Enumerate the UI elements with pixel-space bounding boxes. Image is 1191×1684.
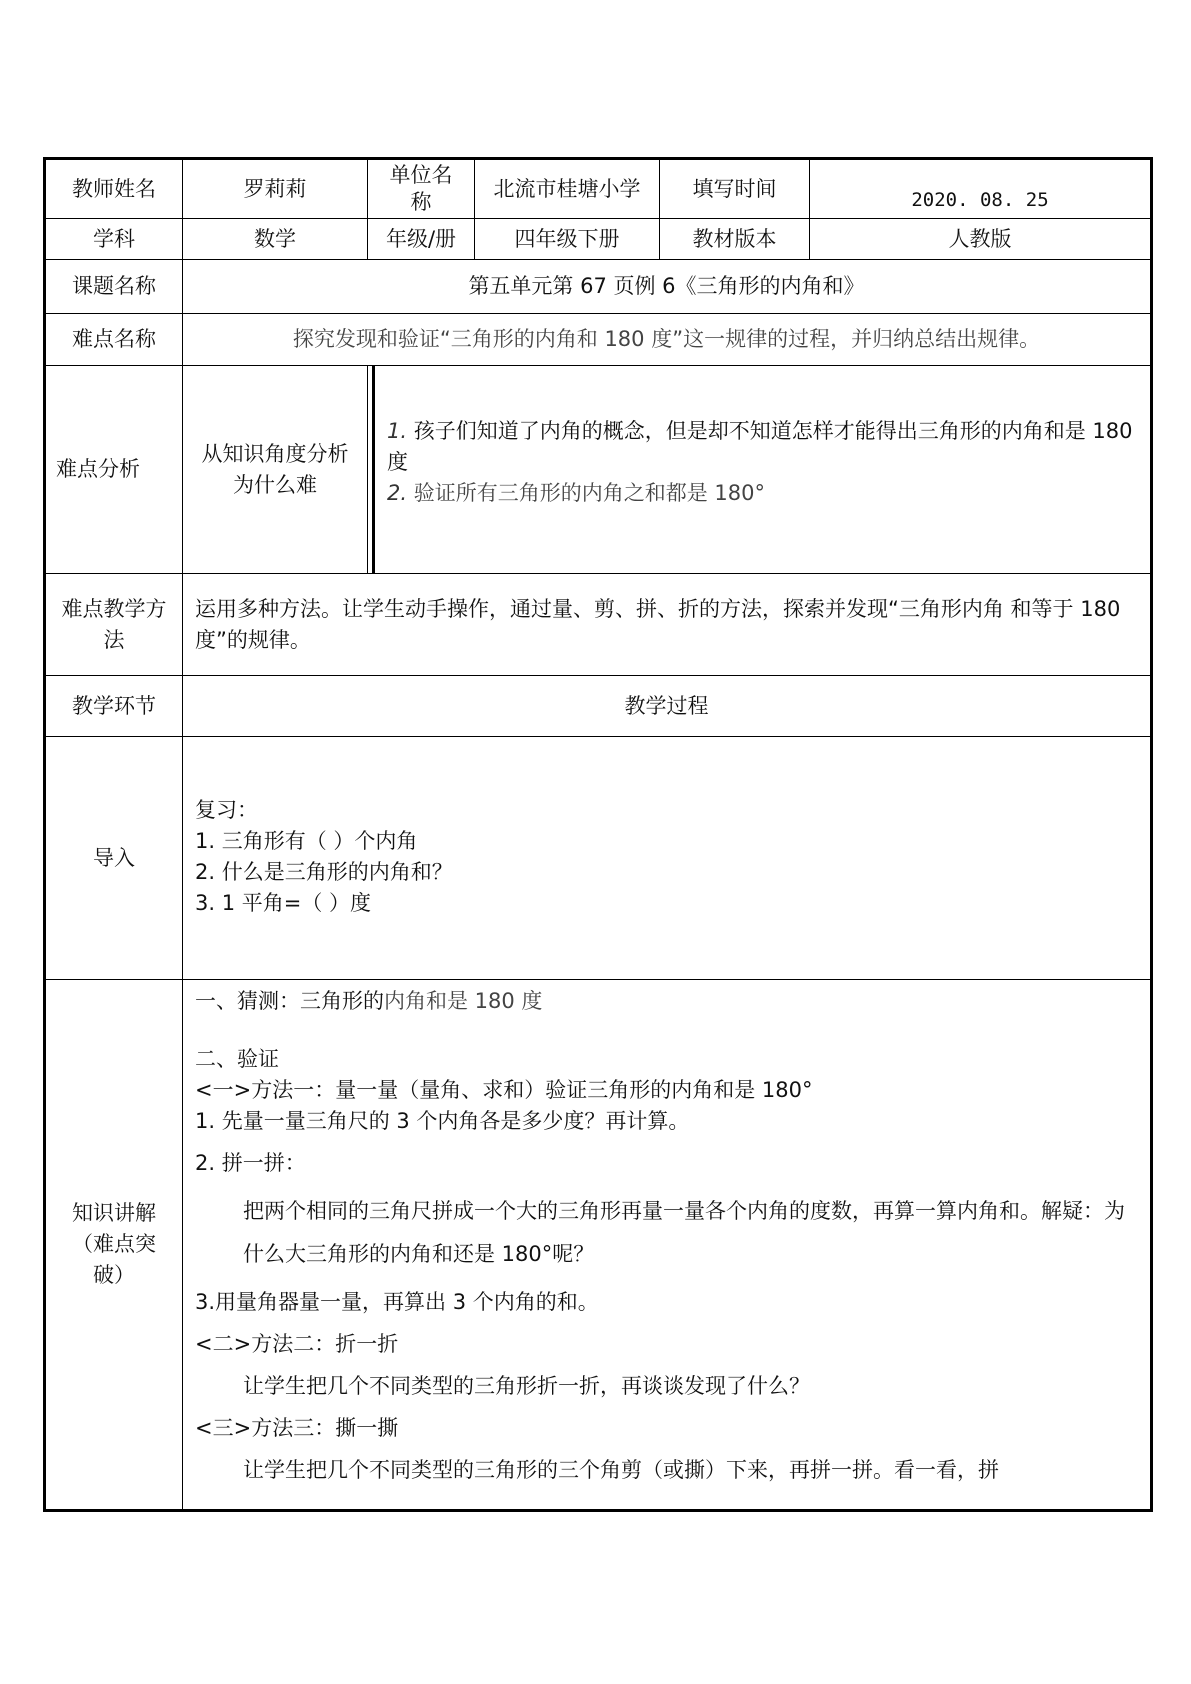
- difficulty-value: 探究发现和验证“三角形的内角和 180 度”这一规律的过程，并归纳总结出规律。: [183, 314, 1152, 366]
- analysis-item-1-num: 1.: [387, 419, 408, 443]
- method-2-heading: <二>方法二：折一折: [195, 1332, 399, 1356]
- edition-value: 人教版: [810, 219, 1152, 260]
- process-value: 教学过程: [183, 676, 1152, 737]
- process-header-row: [45, 676, 1152, 737]
- analysis-item-1: [387, 416, 1138, 478]
- subject-label: 学科: [45, 219, 183, 260]
- intro-content: [183, 737, 1152, 980]
- subject-value: 数学: [183, 219, 368, 260]
- analysis-list: [387, 416, 1138, 509]
- date-value: 2020. 08. 25: [810, 159, 1152, 219]
- unit-value: 北流市桂塘小学: [475, 159, 660, 219]
- method-1-step-3: 3.用量角器量一量，再算出 3 个内角的和。: [195, 1290, 599, 1314]
- grade-value: 四年级下册: [475, 219, 660, 260]
- topic-row: [45, 260, 1152, 314]
- grade-label: 年级/册: [368, 219, 475, 260]
- teacher-label: 教师姓名: [45, 159, 183, 219]
- method-label: 难点教学方法: [45, 574, 183, 676]
- date-label: 填写时间: [660, 159, 810, 219]
- method-1-heading: <一>方法一：量一量（量角、求和）验证三角形的内角和是 180°: [195, 1078, 813, 1102]
- method-value: 运用多种方法。让学生动手操作，通过量、剪、拼、折的方法，探索并发现“三角形内角 和等于 180 度”的规律。: [183, 574, 1152, 676]
- edition-label: 教材版本: [660, 219, 810, 260]
- analysis-row: [45, 366, 1152, 574]
- knowledge-body: [195, 986, 1138, 1486]
- guess-rest: 内角和是 180 度: [384, 989, 543, 1013]
- unit-label: 单位名称: [368, 159, 475, 219]
- verify-heading: 二、验证: [195, 1047, 279, 1071]
- teacher-value: 罗莉莉: [183, 159, 368, 219]
- intro-line-2: 1. 三角形有（ ）个内角: [195, 829, 418, 853]
- lesson-plan-table: [43, 157, 1153, 1512]
- analysis-content: [374, 366, 1152, 574]
- header-row-2: [45, 219, 1152, 260]
- method-2-text: 让学生把几个不同类型的三角形折一折，再谈谈发现了什么？: [243, 1374, 810, 1398]
- topic-label: 课题名称: [45, 260, 183, 314]
- process-label: 教学环节: [45, 676, 183, 737]
- intro-line-1: 复习：: [195, 798, 258, 822]
- method-1-step-1: 1. 先量一量三角尺的 3 个内角各是多少度？再计算。: [195, 1109, 690, 1133]
- knowledge-label: 知识讲解（难点突破）: [45, 980, 183, 1511]
- analysis-item-2-num: 2.: [387, 481, 408, 505]
- guess-line: [195, 986, 1138, 1017]
- analysis-sub-label: 从知识角度分析为什么难: [183, 366, 368, 574]
- analysis-item-2-text: 验证所有三角形的内角之和都是 180°: [413, 481, 765, 505]
- difficulty-row: [45, 314, 1152, 366]
- difficulty-label: 难点名称: [45, 314, 183, 366]
- intro-line-3: 2. 什么是三角形的内角和？: [195, 860, 453, 884]
- guess-prefix: 一、猜测：三角形的: [195, 989, 384, 1013]
- method-3-text: 让学生把几个不同类型的三角形的三个角剪（或撕）下来，再拼一拼。看一看，拼: [243, 1458, 999, 1482]
- intro-label: 导入: [45, 737, 183, 980]
- method-1-step-2-text: 把两个相同的三角尺拼成一个大的三角形再量一量各个内角的度数，再算一算内角和。解疑：为什么大三角形的内角和还是 180°呢？: [243, 1199, 1125, 1266]
- topic-value: 第五单元第 67 页例 6《三角形的内角和》: [183, 260, 1152, 314]
- intro-row: [45, 737, 1152, 980]
- method-row: [45, 574, 1152, 676]
- intro-list: [195, 795, 1138, 919]
- method-3-heading: <三>方法三：撕一撕: [195, 1416, 399, 1440]
- method-1-step-2: 2. 拼一拼：: [195, 1151, 306, 1175]
- spacer: [195, 1017, 1138, 1044]
- intro-line-4: 3. 1 平角=（ ）度: [195, 891, 372, 915]
- analysis-label: 难点分析: [45, 366, 183, 574]
- analysis-item-1-text: 孩子们知道了内角的概念，但是却不知道怎样才能得出三角形的内角和是 180 度: [387, 419, 1133, 474]
- analysis-item-2: [387, 478, 1138, 509]
- header-row-1: [45, 159, 1152, 219]
- knowledge-row: [45, 980, 1152, 1511]
- knowledge-content: [183, 980, 1152, 1511]
